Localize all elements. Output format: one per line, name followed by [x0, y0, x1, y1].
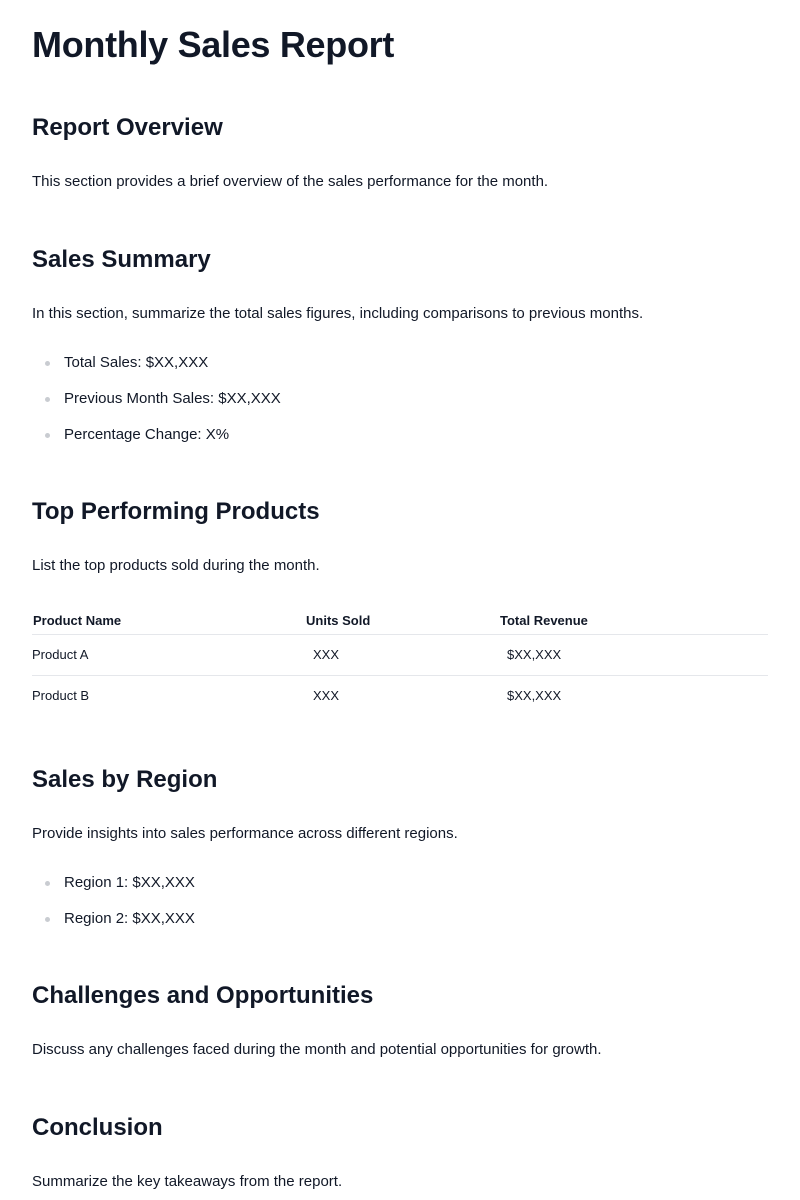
list-item: Total Sales: $XX,XXX: [32, 353, 281, 389]
region-heading: Sales by Region: [32, 766, 218, 793]
overview-heading: Report Overview: [32, 114, 223, 141]
conclusion-text: Summarize the key takeaways from the report.: [32, 1173, 343, 1190]
summary-list: [32, 353, 281, 461]
list-item: Percentage Change: X%: [32, 425, 281, 461]
region-list: [32, 873, 195, 945]
table-cell-product-name: Product A: [32, 634, 306, 675]
table-cell-units-sold: XXX: [313, 688, 340, 704]
table-cell-total-revenue: $XX,XXX: [500, 634, 768, 675]
region-text: Provide insights into sales performance across different regions.: [32, 825, 458, 842]
summary-text: In this section, summarize the total sales figures, including comparisons to previous months.: [32, 305, 644, 322]
table-header-row: [32, 610, 768, 634]
list-item: Region 2: $XX,XXX: [32, 909, 195, 945]
column-header-product-name: Product Name: [32, 610, 306, 634]
overview-text: This section provides a brief overview of the sales performance for the month.: [32, 173, 549, 190]
summary-heading: Sales Summary: [32, 246, 211, 273]
conclusion-heading: Conclusion: [32, 1114, 163, 1141]
table-row: [32, 634, 768, 675]
table-cell-units-sold: XXX: [306, 634, 500, 675]
list-item: Region 1: $XX,XXX: [32, 873, 195, 909]
challenges-text: Discuss any challenges faced during the month and potential opportunities for growth.: [32, 1041, 602, 1058]
top-products-text: List the top products sold during the month.: [32, 557, 320, 574]
column-header-units-sold: Units Sold: [306, 610, 500, 634]
products-table: [32, 610, 768, 716]
column-header-total-revenue: Total Revenue: [500, 610, 768, 634]
table-row: [32, 675, 768, 716]
challenges-heading: Challenges and Opportunities: [32, 982, 374, 1009]
table-cell-total-revenue: $XX,XXX: [507, 688, 562, 704]
top-products-heading: Top Performing Products: [32, 498, 320, 525]
table-cell-product-name: Product B: [32, 688, 90, 704]
page-title: Monthly Sales Report: [32, 24, 395, 65]
list-item: Previous Month Sales: $XX,XXX: [32, 389, 281, 425]
